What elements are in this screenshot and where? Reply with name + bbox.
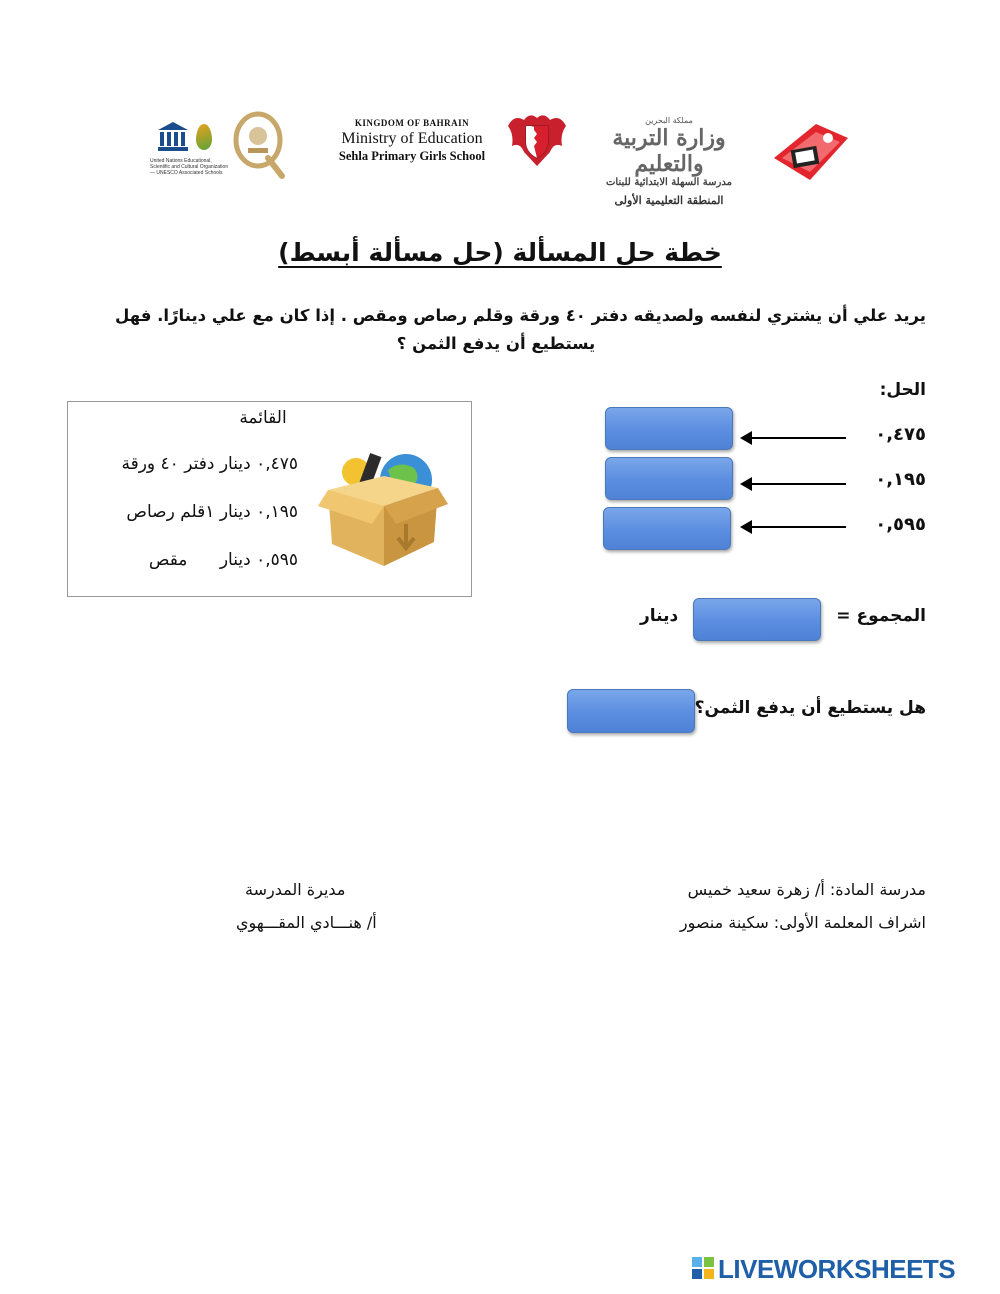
total-answer-box[interactable] [693,598,821,641]
header-logos [140,100,860,210]
arrow-left-icon [742,483,846,485]
school-label: Sehla Primary Girls School [338,149,486,163]
kingdom-label: KINGDOM OF BAHRAIN [354,118,470,128]
total-label: المجموع = [836,606,926,626]
principal-title: مديرة المدرسة [245,880,346,899]
value-2: ٠,١٩٥ [875,469,926,490]
principal-name: أ/ هنـــادي المقـــهوي [236,913,377,932]
value-3: ٠,٥٩٥ [875,514,926,535]
supply-box-icon [318,446,448,568]
answer-box-1[interactable] [605,407,733,450]
list-item: ٠,٤٧٥ دينار دفتر ٤٠ ورقة [121,454,298,474]
arabic-school-label: مدرسة السهلة الابتدائية للبنات [606,177,732,188]
list-title: القائمة [239,408,287,428]
teacher-signature: مدرسة المادة: أ/ زهرة سعيد خميس [687,880,926,899]
solution-label: الحل: [879,380,926,400]
arabic-region-label: المنطقة التعليمية الأولى [614,194,724,207]
ministry-logo [312,118,512,164]
brand-text: LIVEWORKSHEETS [718,1254,956,1284]
list-item: ٠,١٩٥ دينار ١قلم رصاص [126,502,298,522]
supervisor-signature: اشراف المعلمة الأولى: سكينة منصور [679,913,926,932]
arrow-left-icon [742,437,846,439]
answer-box-3[interactable] [603,507,731,550]
brand-logo-icon [692,1257,714,1279]
question-answer-box[interactable] [567,689,695,733]
arabic-ministry-label: وزارة التربية والتعليم [612,125,726,177]
arabic-ministry-logo [576,116,762,207]
ministry-label: Ministry of Education [341,130,483,147]
bahrain-crest-icon [504,112,570,170]
list-item: ٠,٥٩٥ دينار مقص [148,550,298,570]
answer-box-2[interactable] [605,457,733,500]
page-title: خطة حل المسألة (حل مسألة أبسط) [278,238,722,267]
leaf-icon [196,124,212,150]
unesco-caption: United Nations Educational, Scientific and Cultural Organization — UNESCO Associated Schools [150,158,229,176]
temple-icon [158,122,188,152]
school-logo-icon [770,118,852,184]
question-label: هل يستطيع أن يدفع الثمن؟ [694,698,926,718]
unesco-logo [150,122,229,182]
problem-line-2: يستطيع أن يدفع الثمن ؟ [396,334,596,353]
price-list [67,401,472,597]
problem-line-1: يريد علي أن يشتري لنفسه ولصديقه دفتر ٤٠ ورقة وقلم رصاص ومقص . إذا كان مع علي دينارًا. فهل [114,306,926,325]
problem-statement [66,302,926,358]
q-emblem-icon [232,108,286,180]
arrow-left-icon [742,526,846,528]
dinar-label: دينار [640,606,679,626]
arabic-kingdom-label: مملكة البحرين [645,116,693,125]
value-1: ٠,٤٧٥ [875,424,926,445]
liveworksheets-brand [692,1254,992,1284]
